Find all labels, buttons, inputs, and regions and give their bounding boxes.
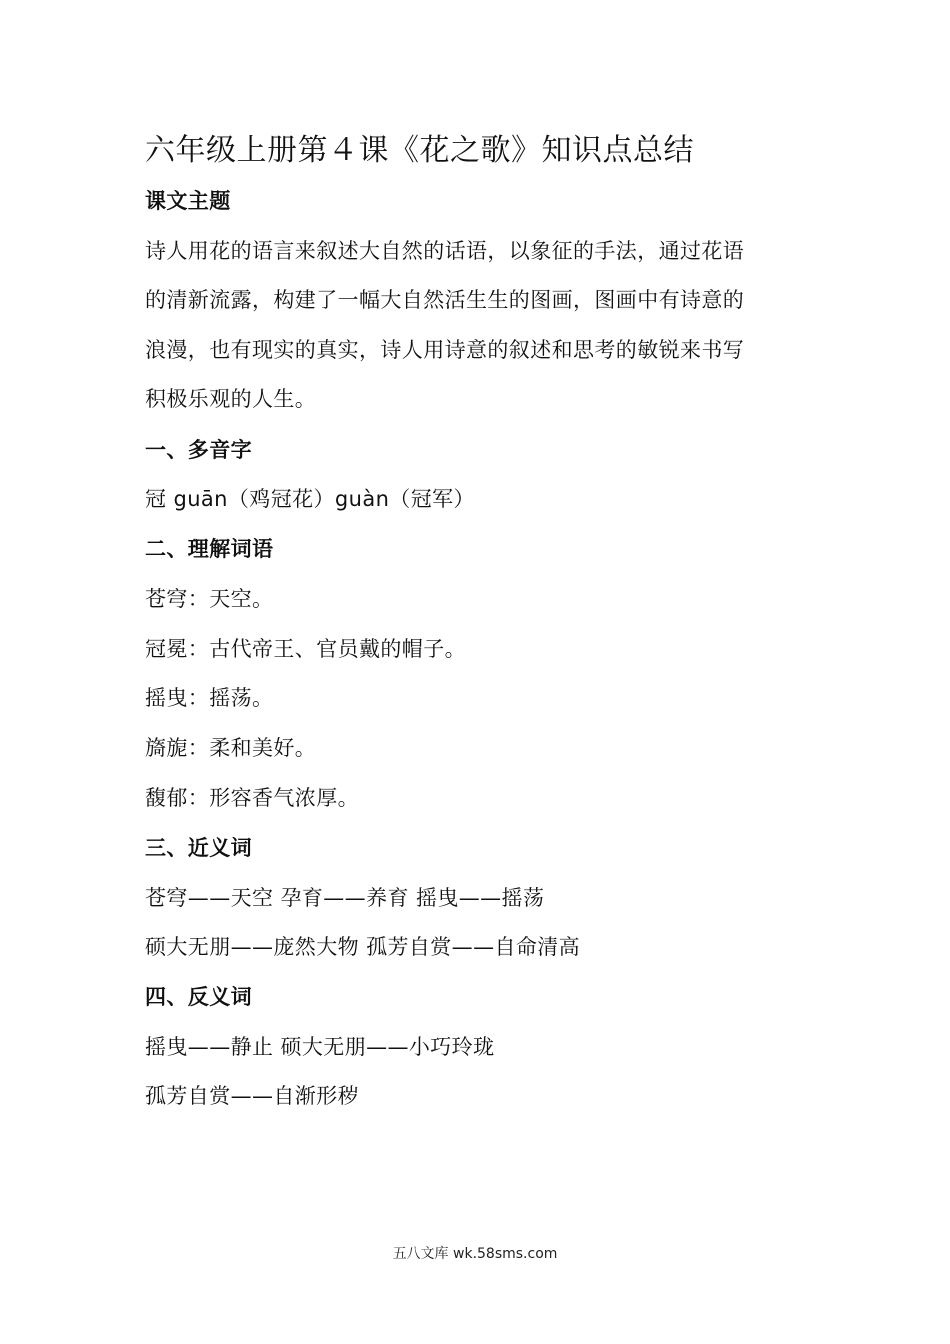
vocabulary-item: 冠冕：古代帝王、官员戴的帽子。: [145, 637, 466, 661]
vocabulary-item: 苍穹：天空。: [145, 587, 274, 611]
theme-heading: 课文主题: [145, 189, 231, 213]
vocabulary-item: 旖旎：柔和美好。: [145, 736, 317, 760]
theme-paragraph-line: 积极乐观的人生。: [145, 387, 317, 411]
section-heading-antonyms: 四、反义词: [145, 985, 252, 1009]
antonym-line: 孤芳自赏——自渐形秽: [145, 1084, 359, 1108]
section-heading-synonyms: 三、近义词: [145, 836, 252, 860]
antonym-line: 摇曳——静止 硕大无朋——小巧玲珑: [145, 1035, 495, 1059]
vocabulary-item: 馥郁：形容香气浓厚。: [145, 786, 359, 810]
footer-watermark: 五八文库 wk.58sms.com: [392, 1246, 558, 1262]
vocabulary-item: 摇曳：摇荡。: [145, 686, 274, 710]
synonym-line: 硕大无朋——庞然大物 孤芳自赏——自命清高: [145, 935, 581, 959]
theme-paragraph-line: 诗人用花的语言来叙述大自然的话语，以象征的手法，通过花语: [145, 239, 745, 263]
synonym-line: 苍穹——天空 孕育——养育 摇曳——摇荡: [145, 886, 545, 910]
theme-paragraph-line: 浪漫，也有现实的真实，诗人用诗意的叙述和思考的敏锐来书写: [145, 338, 745, 362]
polyphonic-item: 冠 guān（鸡冠花）guàn（冠军）: [145, 487, 475, 511]
section-heading-vocabulary: 二、理解词语: [145, 537, 274, 561]
theme-paragraph-line: 的清新流露，构建了一幅大自然活生生的图画，图画中有诗意的: [145, 288, 745, 312]
page-title: 六年级上册第４课《花之歌》知识点总结: [145, 133, 694, 168]
section-heading-polyphonic: 一、多音字: [145, 438, 252, 462]
